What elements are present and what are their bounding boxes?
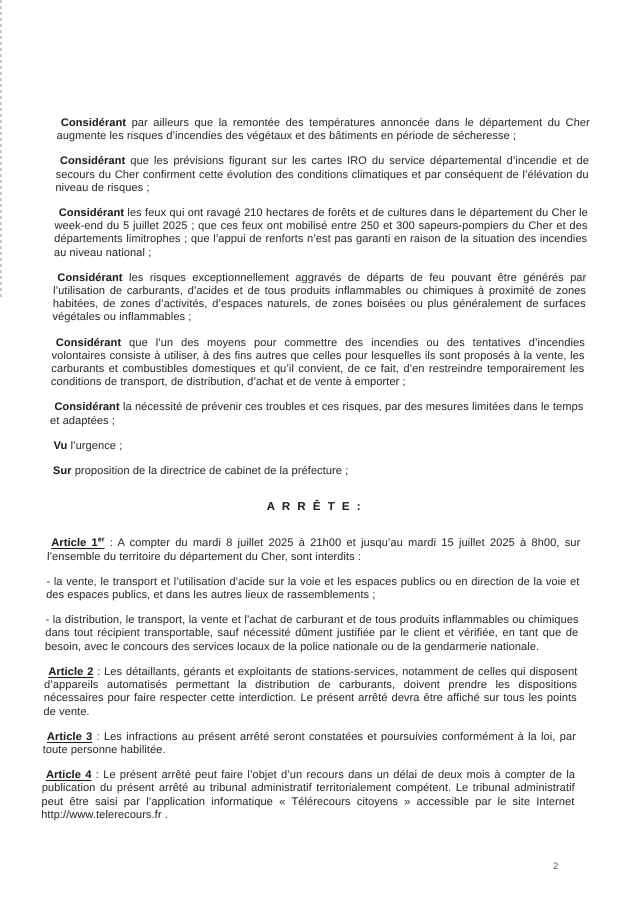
considerant-paragraph-6 [50, 401, 584, 427]
arrete-heading: A R R Ê T E : [266, 501, 363, 514]
sur-lead: Sur [52, 465, 72, 478]
vu-lead: Vu [53, 439, 68, 452]
article-3-label: Article 3 [46, 730, 93, 743]
considerant-lead: Considérant [55, 336, 122, 349]
article-4-colon: : [91, 769, 104, 782]
article-2-paragraph [43, 666, 577, 719]
article-1-label [51, 537, 104, 549]
considerant-text: par ailleurs que la remontée des températures annoncée dans le département du Cher augmente les risques d’incendies des végétaux et des bâtiments en période de sécheresse ; [56, 117, 591, 143]
considerant-paragraph-5 [51, 337, 585, 390]
interdiction-item-1: - la vente, le transport et l’utilisation d’acide sur la voie et les espaces publics ou en direction de la voie et des espaces publics, et dans les autres lieux de rassemblements ; [46, 575, 580, 602]
article-1-text: A compter du mardi 8 juillet 2025 à 21h00 et jusqu’au mardi 15 juillet 2025 à 8h00, sur l’ensemble du territoire du département du Cher, sont interdits : [46, 537, 581, 563]
considerant-lead: Considérant [59, 155, 126, 168]
considerant-paragraph-3 [54, 207, 588, 260]
article-1-colon: : [104, 537, 118, 550]
page-number: 2 [553, 861, 559, 872]
sur-text: proposition de la directrice de cabinet de la préfecture ; [74, 465, 349, 478]
sur-proposition-line [49, 465, 582, 478]
article-2-label: Article 2 [48, 665, 94, 678]
vu-line [49, 440, 582, 453]
considerant-lead: Considérant [54, 401, 120, 414]
article-2-colon: : [93, 665, 105, 678]
article-4-text: Le présent arrêté peut faire l’objet d’un recours dans un délai de deux mois à compter de la publication du présent arrêté au tribunal administratif territorialement compétent. Le tribunal administratif peut être saisi par l’application informatique « Télérecours citoyens » accessible par le site Internet http://www.telerecours.fr . [41, 769, 576, 821]
article-3-text: Les infractions au présent arrêté seront constatées et poursuivies conformément à la loi, par toute personne habilitée. [42, 730, 577, 756]
considerant-lead: Considérant [60, 117, 127, 129]
considerant-text: la nécessité de prévenir ces troubles et ces risques, par des mesures limitées dans le temps et adaptées ; [49, 401, 584, 427]
vu-text: l’urgence ; [70, 439, 123, 452]
considerant-lead: Considérant [57, 271, 123, 284]
scan-edge-artifact [0, 0, 2, 298]
article-1-label-superscript: er [97, 536, 105, 544]
article-3-colon: : [92, 730, 105, 743]
considerant-text: que les prévisions figurant sur les cartes IRO du service départemental d’incendie et de secours du Cher confirment cette évolution des conditions climatiques et par conséquent de l’élévation du niveau de risques ; [55, 155, 590, 194]
considerant-text: les risques exceptionnellement aggravés de départs de feu pouvant être générés par l’utilisation de carburants, d’acides et de tous produits inflammables ou chimiques à proximité de zones habitées, de zones d’activités, d’espaces naturels, de zones boisées ou plus généralement de surfaces végétales ou inflammables ; [52, 271, 587, 324]
article-4-paragraph [41, 769, 575, 822]
article-4-label: Article 4 [45, 769, 92, 782]
considerant-paragraph-2 [55, 155, 589, 195]
decree-body [41, 117, 590, 834]
article-2-text: Les détaillants, gérants et exploitants de stations-services, notamment de celles qui disposent d’appareils automatisés permettant la distribution de carburants, doivent prendre les dispositions nécessaires pour faire respecter cette interdiction. Le présent arrêté devra être affiché sur tous les points de vente. [43, 665, 578, 718]
considerant-paragraph-1 [56, 117, 590, 143]
article-1-label-text: Article 1 [51, 537, 98, 550]
article-1-paragraph [47, 537, 581, 563]
considerant-lead: Considérant [58, 207, 125, 220]
considerant-text: que l’un des moyens pour commettre des incendies ou des tentatives d’incendies volontaires consiste à utiliser, à des fins autres que celles pour lesquelles ils sont proposés à la vente, les carburants et combustibles domestiques et qu’il convient, de ce fait, d’en restreindre temporairement les conditions de transport, de distribution, d’achat et de vente à emporter ; [50, 336, 586, 389]
considerant-text: les feux qui ont ravagé 210 hectares de forêts et de cultures dans le département du Cher le week-end du 5 juillet 2025 ; que ces feux ont mobilisé entre 250 et 300 sapeurs-pompiers du Cher et des départements limitrophes ; que l’appui de renforts n’est pas garanti en raison de la situation des incendies au niveau national ; [53, 207, 588, 259]
article-3-paragraph [42, 731, 576, 757]
considerant-paragraph-4 [52, 272, 586, 325]
interdiction-item-2: - la distribution, le transport, la vente et l’achat de carburant et de tous produits inflammables ou chimiques dans tout récipient transportable, sauf nécessité dûment justifiée par le client et vérifiée, en tant que de besoin, avec le concours des services locaux de la police nationale ou de la gendarmerie nationale. [44, 614, 579, 653]
